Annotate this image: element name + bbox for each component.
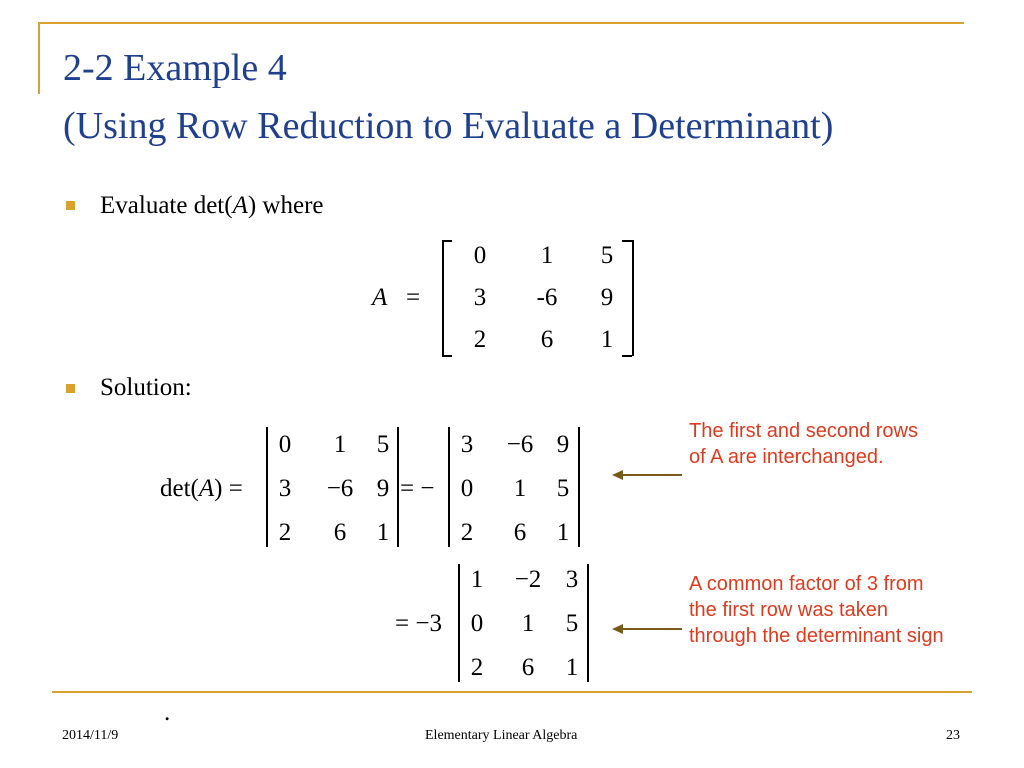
- left-accent-line: [38, 22, 40, 94]
- matrix-a-equals: =: [406, 284, 421, 311]
- stray-dot: .: [164, 699, 171, 726]
- arrow-left-icon: [610, 619, 685, 639]
- equals-minus-three: = −3: [395, 610, 442, 637]
- matrix-a: A = 0 1 5 3 -6 9 2 6 1: [370, 236, 640, 361]
- equals-minus: = −: [400, 475, 435, 502]
- slide-title-line1: 2-2 Example 4: [63, 47, 287, 89]
- note-common-factor: A common factor of 3 from the first row was taken through the determinant sign: [689, 573, 944, 647]
- bullet-square-icon: [66, 384, 75, 393]
- evaluate-text: Evaluate det(A) where: [100, 192, 324, 219]
- footer-page-number: 23: [946, 728, 960, 743]
- det-a-lhs: det(A) =: [160, 475, 243, 502]
- bullet-square-icon: [66, 201, 75, 210]
- step2-equation: = −3 1 −2 3 0 1 5 2 6 1: [395, 562, 605, 687]
- slide-title-line2: (Using Row Reduction to Evaluate a Determinant): [63, 105, 834, 147]
- step1-equation: det(A) = 0 1 5 3 −6 9 2 6 1 = − 3 −6 9 0 1 5 2 6 1: [160, 425, 600, 550]
- top-accent-line: [38, 22, 964, 24]
- solution-label: Solution:: [100, 374, 192, 401]
- arrow-left-icon: [610, 465, 685, 485]
- footer-date: 2014/11/9: [62, 728, 119, 743]
- note-row-interchange: The first and second rows of A are interchanged.: [689, 420, 918, 468]
- matrix-a-label: A: [372, 284, 388, 311]
- bottom-accent-line: [52, 691, 972, 693]
- footer-course: Elementary Linear Algebra: [425, 728, 578, 743]
